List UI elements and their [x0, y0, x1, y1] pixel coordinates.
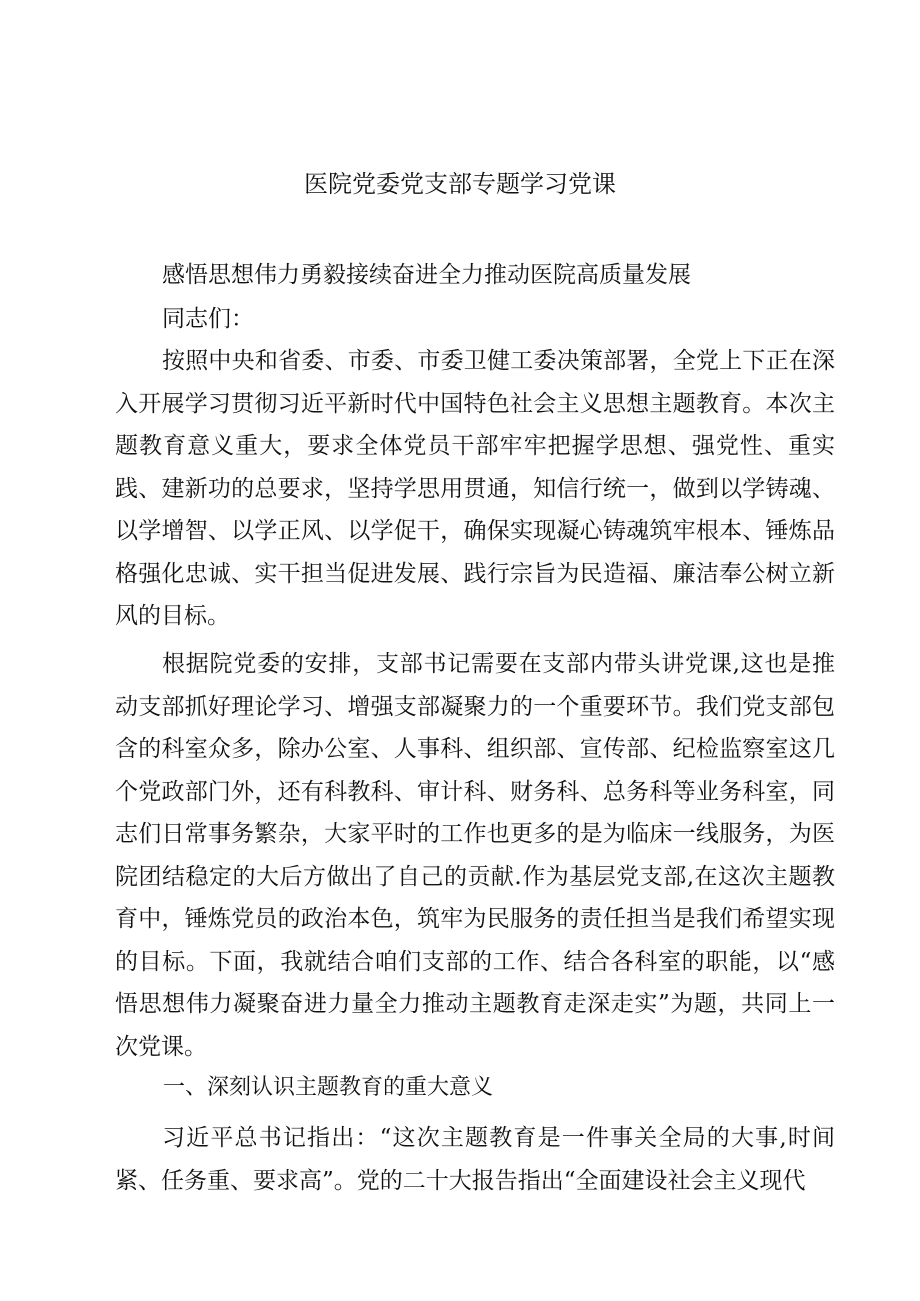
greeting: 同志们： [162, 306, 254, 332]
section-paragraph: 习近平总书记指出：“这次主题教育是一件事关全局的大事,时间紧、任务重、要求高”。党的二十大报告指出“全面建设社会主义现代 [115, 1125, 835, 1194]
paragraph-intro: 按照中央和省委、市委、市委卫健工委决策部署，全党上下正在深入开展学习贯彻习近平新时代中国特色社会主义思想主题教育。本次主题教育意义重大，要求全体党员干部牢牢把握学思想、强党性、重实践、建新功的总要求，坚持学思用贯通，知信行统一，做到以学铸魂、以学增智、以学正风、以学促干，确保实现凝心铸魂筑牢根本、锤炼品格强化忠诚、实干担当促进发展、践行宗旨为民造福、廉洁奉公树立新风的目标。 [115, 348, 835, 629]
section-heading: 一、深刻认识主题教育的重大意义 [163, 1075, 494, 1100]
paragraph-background: 根据院党委的安排，支部书记需要在支部内带头讲党课,这也是推动支部抓好理论学习、增强支部凝聚力的一个重要环节。我们党支部包含的科室众多，除办公室、人事科、组织部、宣传部、纪检监察室这几个党政部门外，还有科教科、审计科、财务科、总务科等业务科室，同志们日常事务繁杂，大家平时的工作也更多的是为临床一线服务，为医院团结稳定的大后方做出了自己的贡献.作为基层党支部,在这次主题教育中，锤炼党员的政治本色，筑牢为民服务的责任担当是我们希望实现的目标。下面，我就结合咱们支部的工作、结合各科室的职能，以“感悟思想伟力凝聚奋进力量全力推动主题教育走深走实”为题，共同上一次党课。 [115, 651, 835, 1060]
document-subtitle: 感悟思想伟力勇毅接续奋进全力推动医院高质量发展 [162, 262, 691, 288]
document-title: 医院党委党支部专题学习党课 [304, 170, 616, 198]
